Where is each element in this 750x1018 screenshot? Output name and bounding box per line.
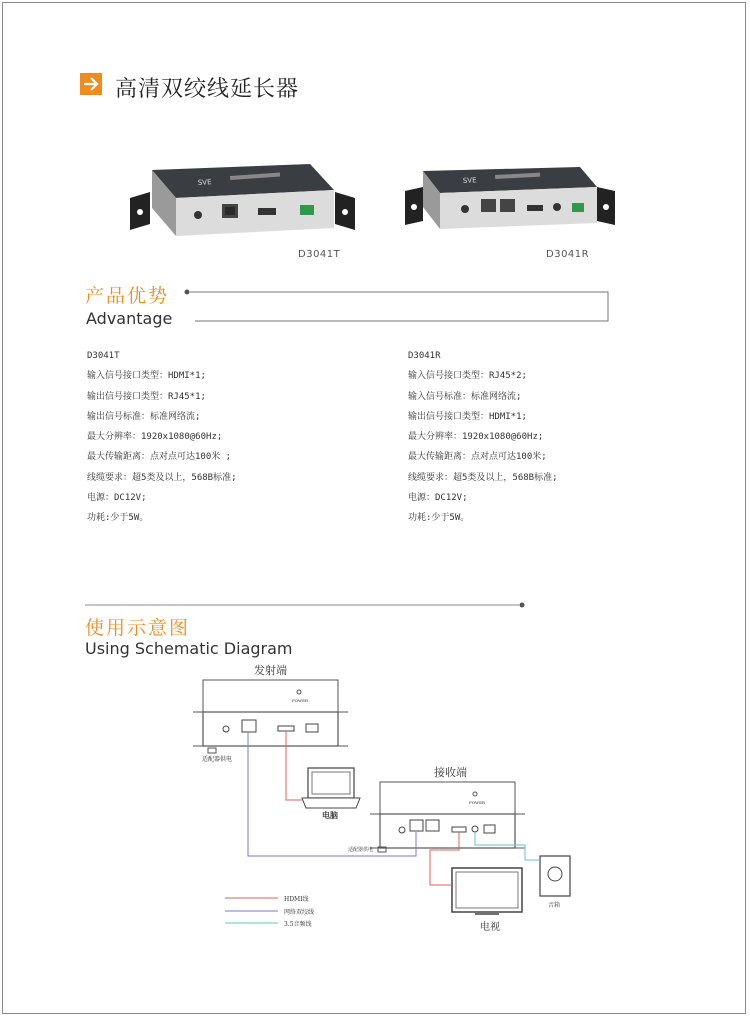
spec-model: D3041T [87,351,120,361]
spec-item: 输出信号标准：标准网络流; [87,411,201,422]
spec-item: 输出信号接口类型：RJ45*1; [87,391,206,402]
arrow-icon [80,73,102,95]
section-title-schematic-cn: 使用示意图 [85,617,191,639]
spec-item: 线缆要求：超5类及以上，568B标准; [87,472,237,483]
brand-logo: SVE [197,178,212,187]
speaker-label: 音箱 [548,902,561,909]
spec-item: 最大传输距离：点对点可达100米 ; [87,452,232,463]
spec-item: 电源：DC12V; [408,493,468,504]
spec-model: D3041R [408,351,441,361]
model-label-d3041t: D3041T [298,249,341,260]
schematic-diagram [190,660,580,940]
device-photo-d3041r [405,163,615,238]
spec-item: 功耗:少于5W。 [87,513,149,524]
spec-item: 输入信号接口类型：HDMI*1; [87,371,206,382]
spec-item: 输入信号标准：标准网络流; [408,391,522,402]
section-bracket-line [180,286,615,326]
device-photo-d3041t [130,160,355,240]
rx-adapter-label: 适配器供电 [348,847,374,853]
rx-power-label: POWER [469,800,486,805]
tv-label: 电视 [480,922,500,933]
legend-label-network: 网络双绞线 [284,909,315,916]
model-label-d3041r: D3041R [546,249,590,260]
tx-label: 发射端 [254,664,287,677]
page-title: 高清双绞线延长器 [115,77,300,102]
pc-label: 电脑 [322,810,338,820]
brand-logo: SVE [462,176,477,185]
spec-item: 电源：DC12V; [87,493,147,504]
section-divider [85,600,530,610]
section-title-advantage-en: Advantage [86,309,173,328]
spec-list-d3041r [408,346,558,529]
spec-item: 输入信号接口类型：RJ45*2; [408,371,527,382]
spec-item: 功耗:少于5W。 [408,513,470,524]
spec-list-d3041t [87,346,237,529]
legend-label-hdmi: HDMI线 [284,896,309,903]
tx-power-label: POWER [292,698,309,703]
spec-item: 最大分辨率：1920x1080@60Hz; [87,432,223,443]
section-title-schematic-en: Using Schematic Diagram [85,639,293,658]
section-title-advantage-cn: 产品优势 [85,285,170,307]
spec-item: 线缆要求：超5类及以上，568B标准; [408,472,558,483]
tx-adapter-label: 适配器供电 [202,756,233,763]
rx-label: 接收端 [434,766,467,779]
spec-item: 最大传输距离：点对点可达100米; [408,452,547,463]
spec-item: 最大分辨率：1920x1080@60Hz; [408,432,544,443]
spec-item: 输出信号接口类型：HDMI*1; [408,411,527,422]
legend-label-audio: 3.5音频线 [284,921,312,928]
